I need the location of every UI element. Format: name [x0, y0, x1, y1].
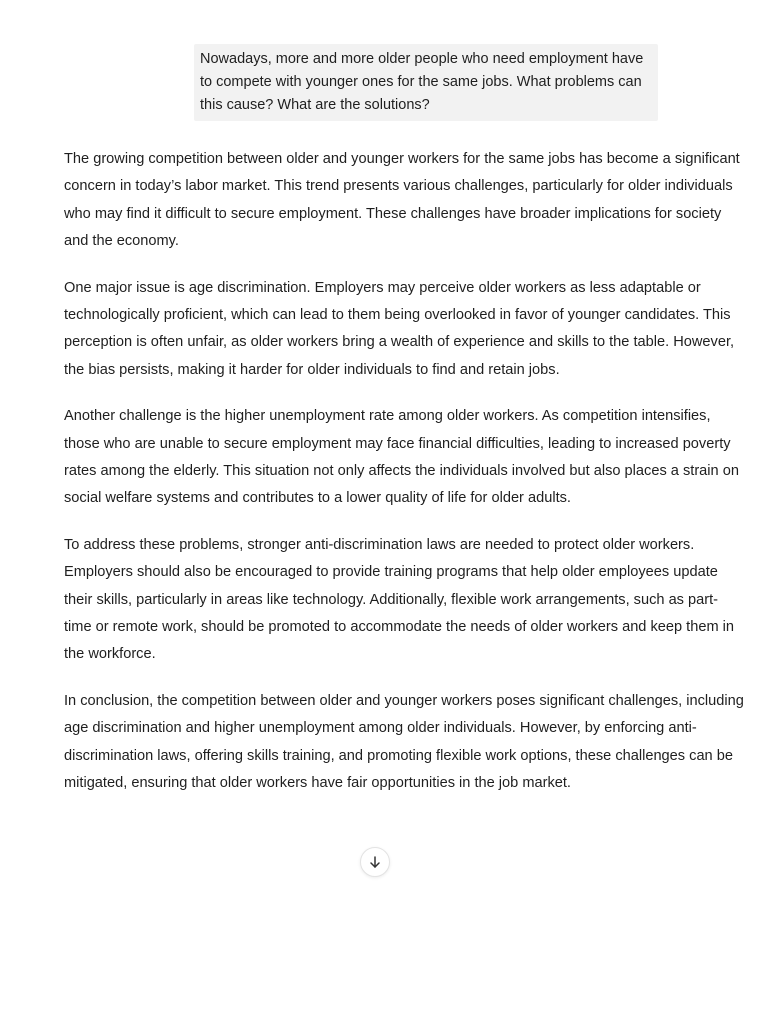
arrow-down-icon: [368, 855, 382, 869]
response-paragraph: To address these problems, stronger anti-discrimination laws are needed to protect older workers. Employers should also be encouraged to provide training programs that help older employees update their skills, particularly in areas like technology. Additionally, flexible work arrangements, such as part-time or remote work, should be promoted to accommodate the needs of older workers and keep them in the workforce.: [64, 537, 735, 663]
assistant-response: [64, 146, 744, 817]
response-paragraph: Another challenge is the higher unemployment rate among older workers. As competition intensifies, those who are unable to secure employment may face financial difficulties, leading to increased poverty rates among the elderly. This situation not only affects the individuals involved but also places a strain on social welfare systems and contributes to a lower quality of life for older adults.: [64, 408, 739, 507]
user-message-text: Nowadays, more and more older people who need employment have to compete with younger ones for the same jobs. What problems can this cause? What are the solutions?: [200, 51, 644, 113]
response-paragraph: The growing competition between older and younger workers for the same jobs has become a significant concern in today’s labor market. This trend presents various challenges, particularly for older individuals who may find it difficult to secure employment. These challenges have broader implications for society and the economy.: [64, 151, 740, 249]
response-paragraph: In conclusion, the competition between older and younger workers poses significant challenges, including age discrimination and higher unemployment among older individuals. However, by enforcing anti-discrimination laws, offering skills training, and promoting flexible work options, these challenges can be mitigated, ensuring that older workers have fair opportunities in the job market.: [64, 693, 744, 791]
user-message-bubble: [194, 44, 658, 121]
response-paragraph: One major issue is age discrimination. Employers may perceive older workers as less adaptable or technologically proficient, which can lead to them being overlooked in favor of younger candidates. This perception is often unfair, as older workers bring a wealth of experience and skills to the table. However, the bias persists, making it harder for older individuals to find and retain jobs.: [64, 279, 735, 378]
scroll-to-bottom-button[interactable]: [360, 847, 390, 877]
